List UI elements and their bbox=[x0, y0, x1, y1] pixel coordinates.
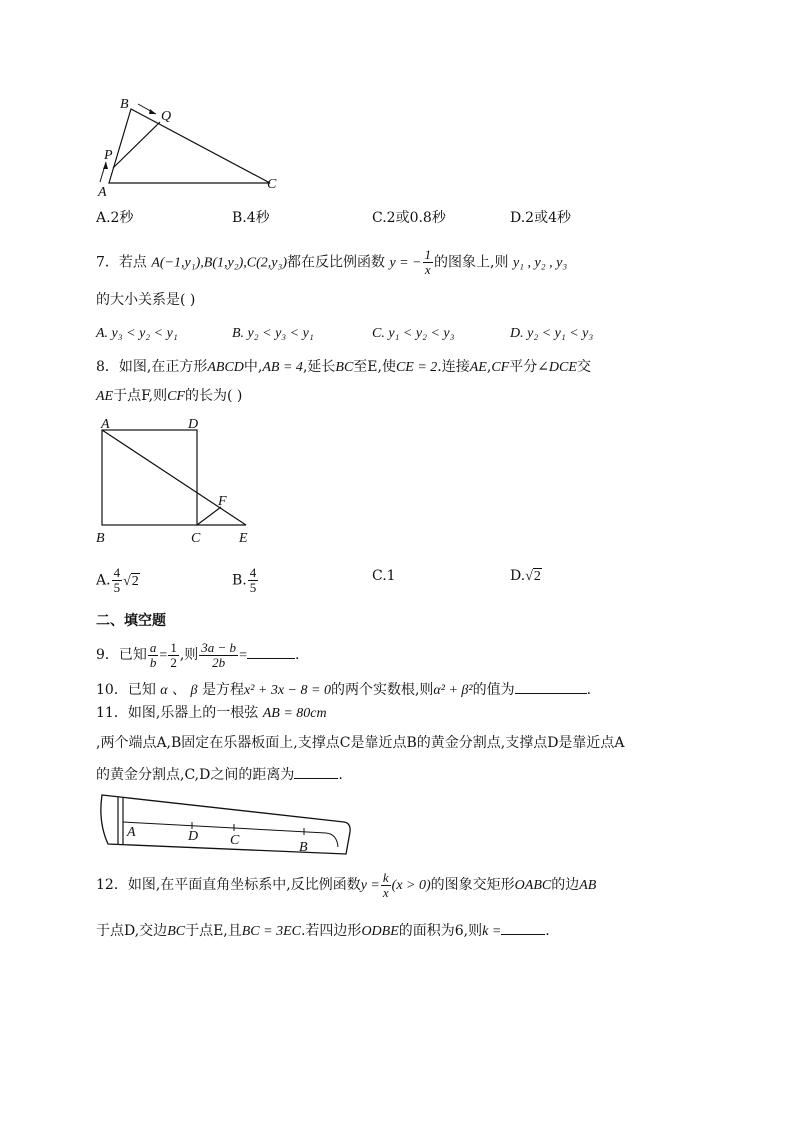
q6-option-c: C.2或0.8秒 bbox=[372, 210, 446, 226]
triangle-figure bbox=[94, 92, 294, 202]
q11-stem-line1: 11．如图,乐器上的一根弦 AB = 80cm bbox=[96, 705, 327, 721]
q8-option-b: B. $\frac{4}{5}$ bbox=[232, 565, 257, 595]
q7-option-a: A. y₃ < y₂ < y₁ bbox=[96, 326, 178, 341]
label-A: A bbox=[127, 825, 136, 840]
instrument-figure bbox=[94, 792, 356, 858]
label-C: C bbox=[191, 531, 201, 546]
q7-stem-line2: 的大小关系是( ) bbox=[96, 292, 196, 308]
label-D: D bbox=[188, 829, 199, 844]
q10-stem: 10．已知 α 、 β 是方程x² + 3x − 8 = 0的两个实数根,则α² + β²的值为 . bbox=[96, 679, 591, 700]
label-D: D bbox=[188, 417, 199, 432]
label-B: B bbox=[299, 840, 308, 855]
q12-stem-line1: 12．如图,在平面直角坐标系中,反比例函数y = $\frac{k}{x}$ (x > 0)的图象交矩形OABC的边AB bbox=[96, 869, 597, 900]
square-figure bbox=[94, 414, 264, 548]
q7-stem: 7．若点 A(−1,y₁),B(1,y₂),C(2,y₃)都在反比例函数 y = − $\frac{1}{x}$ 的图象上,则 y₁ , y₂ , y₃ bbox=[96, 247, 568, 277]
label-B: B bbox=[96, 531, 105, 546]
q6-option-a: A.2秒 bbox=[96, 210, 134, 226]
answer-blank[interactable] bbox=[501, 920, 545, 935]
q9-stem: 9．已知 $\frac{a}{b}$ = $\frac{1}{2}$ ,则 $\frac{3a - b}{2b}$ = . bbox=[96, 639, 300, 670]
label-F: F bbox=[218, 494, 227, 509]
label-E: E bbox=[239, 531, 248, 546]
label-P: P bbox=[104, 148, 113, 163]
q12-stem-line2: 于点D,交边BC于点E,且BC = 3EC.若四边形ODBE的面积为6,则k = . bbox=[96, 920, 550, 941]
q7-option-c: C. y₁ < y₂ < y₃ bbox=[372, 326, 455, 341]
section-title: 二、填空题 bbox=[96, 613, 166, 629]
label-B: B bbox=[120, 97, 129, 112]
q6-option-b: B.4秒 bbox=[232, 210, 270, 226]
q8-stem-line1: 8．如图,在正方形ABCD中,AB = 4,延长BC至E,使CE = 2.连接AE,CF平分∠DCE交 bbox=[96, 359, 591, 375]
answer-blank[interactable] bbox=[294, 764, 338, 779]
q7-option-d: D. y₂ < y₁ < y₃ bbox=[510, 326, 594, 341]
answer-blank[interactable] bbox=[515, 679, 587, 694]
q11-stem-line3: 的黄金分割点,C,D之间的距离为 . bbox=[96, 764, 343, 784]
q8-option-d: D.√2 bbox=[510, 568, 541, 584]
q8-option-c: C.1 bbox=[372, 568, 396, 584]
label-Q: Q bbox=[161, 109, 172, 124]
label-C: C bbox=[230, 833, 240, 848]
q8-option-a: A. $\frac{4}{5}$ √2 bbox=[96, 565, 139, 595]
q11-stem-line2: ,两个端点A,B固定在乐器板面上,支撑点C是靠近点B的黄金分割点,支撑点D是靠近点A bbox=[96, 735, 625, 751]
label-A: A bbox=[101, 417, 110, 432]
q8-stem-line2: AE于点F,则CF的长为( ) bbox=[96, 388, 243, 404]
label-A: A bbox=[98, 185, 107, 200]
label-C: C bbox=[267, 177, 277, 192]
answer-blank[interactable] bbox=[247, 644, 295, 659]
q7-option-b: B. y₂ < y₃ < y₁ bbox=[232, 326, 314, 341]
q6-option-d: D.2或4秒 bbox=[510, 210, 571, 226]
